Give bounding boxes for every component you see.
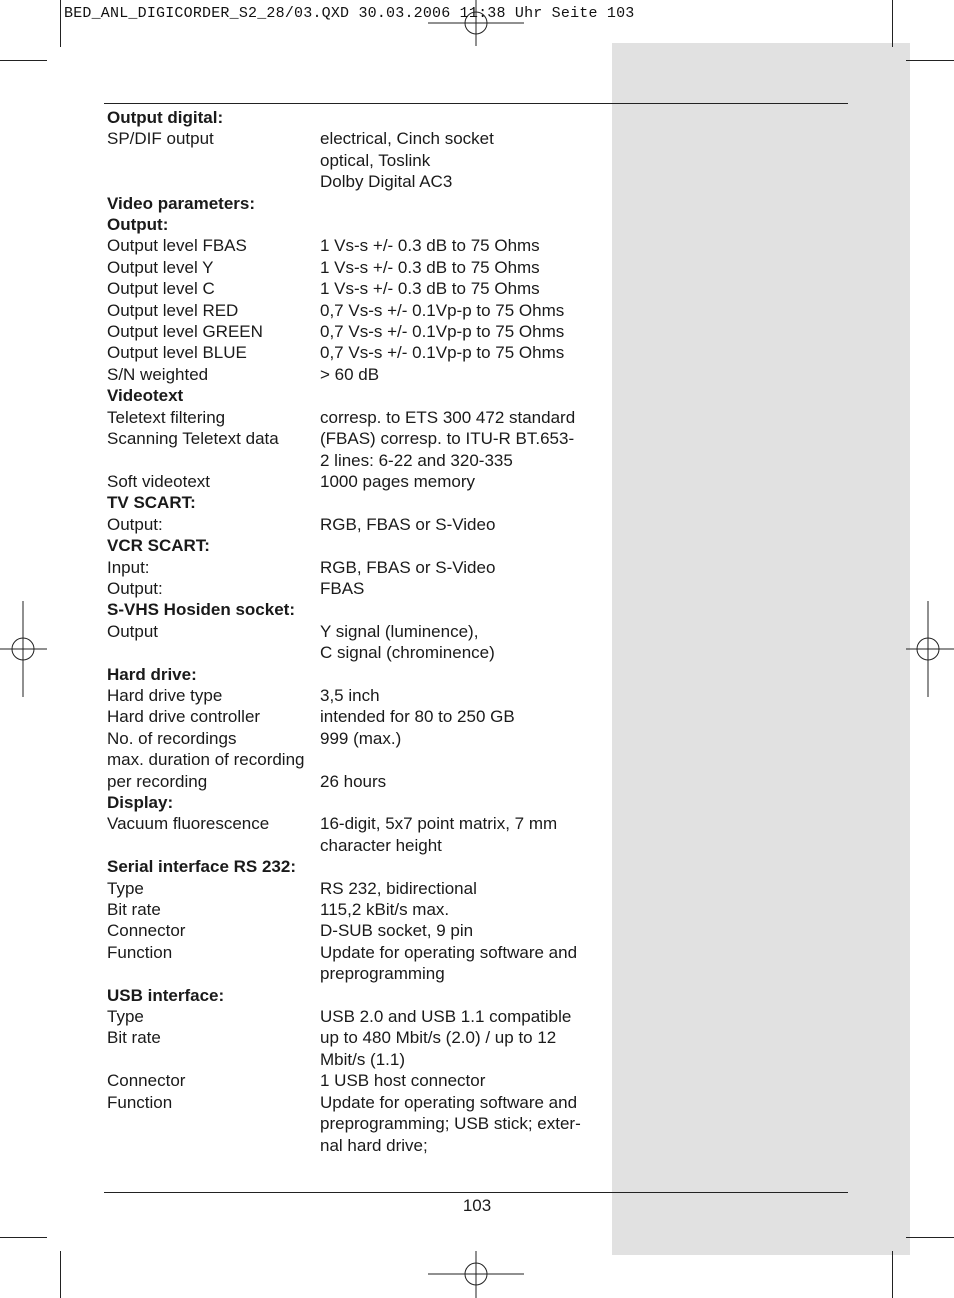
spec-row: [107, 835, 607, 856]
spec-value: 2 lines: 6-22 and 320-335: [320, 450, 513, 470]
spec-label: [107, 642, 320, 663]
spec-label: Type: [107, 1007, 144, 1027]
spec-row: [107, 771, 607, 792]
spec-row: [107, 963, 607, 984]
spec-row: [107, 685, 607, 706]
spec-row: [107, 1027, 607, 1048]
spec-label: Hard drive controller: [107, 707, 261, 727]
spec-label: [107, 1049, 320, 1070]
spec-row: [107, 1092, 607, 1113]
spec-label: Output: [107, 621, 159, 641]
spec-row: [107, 813, 607, 834]
spec-label: Type: [107, 878, 144, 898]
spec-value: Update for operating software and: [320, 942, 578, 962]
spec-label: [107, 450, 320, 471]
spec-row: [107, 1113, 607, 1134]
spec-value: 0,7 Vs-s +/- 0.1Vp-p to 75 Ohms: [320, 300, 565, 320]
spec-row: [107, 364, 607, 385]
spec-row: [107, 1135, 607, 1156]
spec-row: [107, 1049, 607, 1070]
spec-value: D-SUB socket, 9 pin: [320, 921, 474, 941]
section-heading: S-VHS Hosiden socket:: [107, 600, 295, 620]
spec-value: Dolby Digital AC3: [320, 172, 453, 192]
spec-row: [107, 171, 607, 192]
spec-label: SP/DIF output: [107, 129, 214, 149]
spec-label: Output level BLUE: [107, 343, 247, 363]
spec-label: Output:: [107, 514, 163, 534]
spec-row: [107, 1006, 607, 1027]
spec-label: Scanning Teletext data: [107, 429, 279, 449]
spec-row: [107, 920, 607, 941]
spec-value: Update for operating software and: [320, 1092, 578, 1112]
spec-label: [107, 1135, 320, 1156]
spec-label: Function: [107, 1092, 173, 1112]
spec-row: [107, 749, 607, 770]
spec-value: intended for 80 to 250 GB: [320, 707, 515, 727]
spec-row: [107, 706, 607, 727]
spec-value: 1000 pages memory: [320, 471, 475, 491]
crop-mark: [60, 1251, 61, 1298]
spec-label: Output:: [107, 578, 163, 598]
spec-row: [107, 300, 607, 321]
spec-row: [107, 450, 607, 471]
spec-label: Output level GREEN: [107, 322, 263, 342]
crop-mark: [0, 1237, 47, 1238]
spec-row: [107, 342, 607, 363]
spec-value: [320, 749, 607, 770]
spec-value: 1 Vs-s +/- 0.3 dB to 75 Ohms: [320, 236, 540, 256]
spec-value: 26 hours: [320, 771, 387, 791]
spec-row: [107, 428, 607, 449]
spec-value: 1 USB host connector: [320, 1071, 486, 1091]
spec-value: Y signal (luminence),: [320, 621, 479, 641]
spec-value: RGB, FBAS or S-Video: [320, 514, 496, 534]
spec-value: 0,7 Vs-s +/- 0.1Vp-p to 75 Ohms: [320, 322, 565, 342]
spec-row: [107, 321, 607, 342]
spec-row: [107, 728, 607, 749]
crop-mark: [892, 0, 893, 47]
spec-label: [107, 1113, 320, 1134]
spec-row: [107, 407, 607, 428]
spec-label: Output level RED: [107, 300, 239, 320]
spec-label: Output level FBAS: [107, 236, 247, 256]
spec-value: electrical, Cinch socket: [320, 129, 494, 149]
spec-label: Teletext filtering: [107, 407, 226, 427]
spec-value: 0,7 Vs-s +/- 0.1Vp-p to 75 Ohms: [320, 343, 565, 363]
spec-value: up to 480 Mbit/s (2.0) / up to 12: [320, 1028, 557, 1048]
spec-value: C signal (chrominence): [320, 643, 495, 663]
spec-label: Connector: [107, 921, 186, 941]
registration-mark-right: [906, 601, 954, 697]
spec-row: [107, 557, 607, 578]
spec-value: preprogramming: [320, 964, 445, 984]
spec-value: RS 232, bidirectional: [320, 878, 477, 898]
spec-row: [107, 278, 607, 299]
spec-row: [107, 642, 607, 663]
margin-gray-band: [612, 43, 910, 1255]
spec-value: (FBAS) corresp. to ITU-R BT.653-: [320, 429, 575, 449]
spec-value: 1 Vs-s +/- 0.3 dB to 75 Ohms: [320, 279, 540, 299]
spec-value: > 60 dB: [320, 364, 380, 384]
spec-row: [107, 878, 607, 899]
spec-value: optical, Toslink: [320, 150, 431, 170]
spec-label: [107, 150, 320, 171]
registration-mark-left: [0, 601, 47, 697]
spec-label: per recording: [107, 771, 208, 791]
section-heading: Output:: [107, 215, 169, 235]
crop-mark: [892, 1251, 893, 1298]
bottom-rule: [104, 1192, 848, 1193]
section-heading: VCR SCART:: [107, 536, 210, 556]
section-heading: Output digital:: [107, 108, 224, 127]
section-heading: Videotext: [107, 386, 184, 406]
print-slug: BED_ANL_DIGICORDER_S2_28/03.QXD 30.03.2006 11:38 Uhr Seite 103: [64, 5, 635, 22]
spec-value: FBAS: [320, 578, 365, 598]
spec-label: Hard drive type: [107, 685, 223, 705]
section-heading: TV SCART:: [107, 493, 196, 513]
spec-row: [107, 150, 607, 171]
spec-row: [107, 257, 607, 278]
spec-value: 115,2 kBit/s max.: [320, 900, 450, 920]
crop-mark: [906, 1237, 954, 1238]
spec-row: [107, 1070, 607, 1091]
spec-label: Output level C: [107, 279, 215, 299]
spec-label: Connector: [107, 1071, 186, 1091]
page-number: 103: [462, 1196, 492, 1215]
spec-label: Bit rate: [107, 900, 161, 920]
spec-row: [107, 471, 607, 492]
spec-label: No. of recordings: [107, 728, 237, 748]
spec-value: USB 2.0 and USB 1.1 compatible: [320, 1007, 572, 1027]
spec-label: Bit rate: [107, 1028, 161, 1048]
spec-value: 999 (max.): [320, 728, 402, 748]
spec-label: Soft videotext: [107, 471, 211, 491]
spec-value: 16-digit, 5x7 point matrix, 7 mm: [320, 814, 558, 834]
spec-label: Output level Y: [107, 257, 214, 277]
spec-row: [107, 235, 607, 256]
spec-value: 1 Vs-s +/- 0.3 dB to 75 Ohms: [320, 257, 540, 277]
section-heading: Display:: [107, 793, 174, 812]
spec-label: [107, 835, 320, 856]
crop-mark: [60, 0, 61, 47]
spec-value: character height: [320, 835, 442, 855]
spec-row: [107, 578, 607, 599]
spec-list: [107, 107, 607, 1156]
registration-mark-bottom: [428, 1251, 524, 1298]
spec-row: [107, 514, 607, 535]
spec-label: max. duration of recording: [107, 750, 305, 770]
spec-label: Function: [107, 942, 173, 962]
spec-value: preprogramming; USB stick; exter-: [320, 1114, 581, 1134]
spec-label: [107, 171, 320, 192]
spec-label: S/N weighted: [107, 364, 209, 384]
spec-row: [107, 621, 607, 642]
crop-mark: [0, 60, 47, 61]
spec-value: RGB, FBAS or S-Video: [320, 557, 496, 577]
top-rule: [104, 103, 848, 104]
spec-row: [107, 942, 607, 963]
spec-value: 3,5 inch: [320, 685, 380, 705]
section-heading: Video parameters:: [107, 193, 256, 213]
section-heading: Hard drive:: [107, 664, 197, 684]
registration-mark-top: [428, 0, 524, 46]
spec-row: [107, 128, 607, 149]
section-heading: USB interface:: [107, 985, 225, 1005]
spec-value: nal hard drive;: [320, 1135, 428, 1155]
spec-value: Mbit/s (1.1): [320, 1049, 406, 1069]
spec-value: corresp. to ETS 300 472 standard: [320, 407, 576, 427]
crop-mark: [906, 60, 954, 61]
spec-label: Vacuum fluorescence: [107, 814, 270, 834]
spec-label: [107, 963, 320, 984]
section-heading: Serial interface RS 232:: [107, 857, 296, 877]
spec-row: [107, 899, 607, 920]
spec-label: Input:: [107, 557, 150, 577]
